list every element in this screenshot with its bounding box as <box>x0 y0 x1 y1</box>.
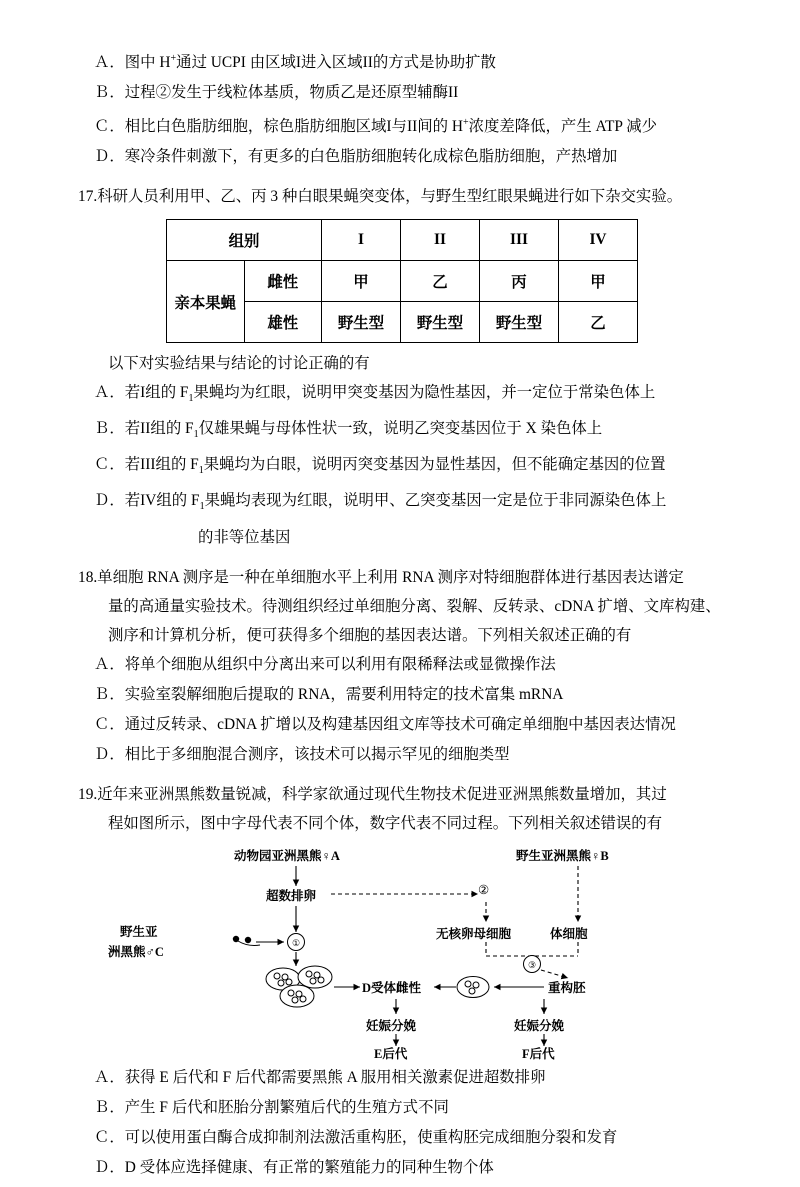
question-17-number: 17. <box>78 188 98 206</box>
table-row-2-label: 雄性 <box>244 302 322 343</box>
option-c: Ｃ．相比白色脂肪细胞，棕色脂肪细胞区域I与II间的 H+浓度差降低，产生 ATP 减少 <box>94 117 657 136</box>
somatic-cell-label: 体细胞 <box>550 926 588 941</box>
question-18-number: 18. <box>78 568 98 586</box>
table-row-2-cell-1: 野生型 <box>322 302 401 343</box>
question-19-stem-text-1: 近年来亚洲黑熊数量锐减，科学家欲通过现代生物技术促进亚洲黑熊数量增加，其过 <box>97 785 667 803</box>
table-row-1-cell-4: 甲 <box>559 261 638 302</box>
table-header-group: 组别 <box>167 220 322 261</box>
question-19-stem-line-2: 程如图所示，图中字母代表不同个体，数字代表不同过程。下列相关叙述错误的有 <box>108 814 663 832</box>
option-c: Ｃ．通过反转录、cDNA 扩增以及构建基因组文库等技术可确定单细胞中基因表达情况 <box>94 715 676 733</box>
wild-bear-c-label-line2: 洲黑熊♂C <box>108 944 164 959</box>
wild-bear-c-label-line1: 野生亚 <box>120 924 158 939</box>
cross-experiment-table-wrapper <box>78 219 726 343</box>
question-17-stem <box>78 182 726 211</box>
option-d: Ｄ．相比于多细胞混合测序，该技术可以揭示罕见的细胞类型 <box>94 745 510 763</box>
table-row-2-cell-3: 野生型 <box>480 302 559 343</box>
option-a: Ａ．将单个细胞从组织中分离出来可以利用有限稀释法或显微操作法 <box>94 655 556 673</box>
question-17-sub-stem: 以下对实验结果与结论的讨论正确的有 <box>108 355 370 373</box>
option-a: Ａ．图中 H+通过 UCPI 由区域I进入区域II的方式是协助扩散 <box>94 53 496 72</box>
question-17-stem-text: 科研人员利用甲、乙、丙 3 种白眼果蝇突变体，与野生型红眼果蝇进行如下杂交实验。 <box>97 188 683 206</box>
option-a: Ａ．若I组的 $F_1$果蝇均为红眼，说明甲突变基因为隐性基因，并一定位于常染色体上 <box>94 384 656 405</box>
option-d: Ｄ．D 受体应选择健康、有正常的繁殖能力的同种生物个体 <box>94 1158 494 1176</box>
table-row-2-cell-4: 乙 <box>559 302 638 343</box>
svg-text:③: ③ <box>527 959 537 970</box>
table-col-4: IV <box>559 220 638 261</box>
question-19-number: 19. <box>78 785 98 803</box>
question-19-stem-line-1 <box>78 780 726 809</box>
superovulation-label: 超数排卵 <box>266 888 317 903</box>
pregnancy-right-label: 妊娠分娩 <box>514 1018 565 1033</box>
table-row-1-cell-2: 乙 <box>401 261 480 302</box>
svg-text:①: ① <box>291 937 301 948</box>
option-a: Ａ．获得 E 后代和 F 后代都需要黑熊 A 服用相关激素促进超数排卵 <box>94 1068 546 1086</box>
table-header-row <box>167 220 638 261</box>
table-row-1-label: 雌性 <box>244 261 322 302</box>
option-b: Ｂ．过程②发生于线粒体基质，物质乙是还原型辅酶II <box>94 84 459 102</box>
table-row-1-cell-3: 丙 <box>480 261 559 302</box>
question-16-options <box>78 44 726 172</box>
option-d: Ｄ．若IV组的 $F_1$果蝇均表现为红眼，说明甲、乙突变基因一定是位于非同源染色体上 <box>94 492 667 513</box>
step-2-label: ② <box>478 882 490 897</box>
cloning-process-diagram <box>78 844 726 1059</box>
question-18-stem-line-3: 测序和计算机分析，便可获得多个细胞的基因表达谱。下列相关叙述正确的有 <box>108 626 632 644</box>
offspring-f-label: F后代 <box>522 1046 555 1061</box>
question-17 <box>78 182 726 552</box>
cross-experiment-table <box>166 219 638 343</box>
table-row-1-cell-1: 甲 <box>322 261 401 302</box>
question-18-stem-line-1 <box>78 563 726 592</box>
table-row-2-cell-2: 野生型 <box>401 302 480 343</box>
question-18-stem-text-1: 单细胞 RNA 测序是一种在单细胞水平上利用 RNA 测序对特细胞群体进行基因表达谱定 <box>97 568 684 586</box>
recipient-label: D受体雌性 <box>362 980 422 995</box>
option-d-cont: 的非等位基因 <box>198 528 291 546</box>
offspring-e-label: E后代 <box>374 1046 408 1061</box>
reconstructed-embryo-label: 重构胚 <box>548 980 586 995</box>
question-18 <box>78 563 726 770</box>
option-b: Ｂ．若II组的 $F_1$仅雄果蝇与母体性状一致，说明乙突变基因位于 X 染色体上 <box>94 420 603 441</box>
table-col-1: I <box>322 220 401 261</box>
zoo-bear-label: 动物园亚洲黑熊♀A <box>234 848 340 863</box>
table-row <box>167 261 638 302</box>
option-b: Ｂ．实验室裂解细胞后提取的 RNA，需要利用特定的技术富集 mRNA <box>94 685 564 703</box>
table-col-3: III <box>480 220 559 261</box>
enucleated-oocyte-label: 无核卵母细胞 <box>436 926 512 941</box>
option-b: Ｂ．产生 F 后代和胚胎分割繁殖后代的生殖方式不同 <box>94 1098 449 1116</box>
question-18-stem-line-2: 量的高通量实验技术。待测组织经过单细胞分离、裂解、反转录、cDNA 扩增、文库构建、 <box>108 597 721 615</box>
table-col-2: II <box>401 220 480 261</box>
option-c: Ｃ．可以使用蛋白酶合成抑制剂法激活重构胚，使重构胚完成细胞分裂和发育 <box>94 1128 618 1146</box>
option-c: Ｃ．若III组的 $F_1$果蝇均为白眼，说明丙突变基因为显性基因，但不能确定基因的位置 <box>94 456 666 477</box>
wild-bear-b-label: 野生亚洲黑熊♀B <box>516 848 609 863</box>
page-content <box>78 44 726 1183</box>
table-row-group-label: 亲本果蝇 <box>167 261 245 343</box>
option-d: Ｄ．寒冷条件刺激下，有更多的白色脂肪细胞转化成棕色脂肪细胞，产热增加 <box>94 148 618 166</box>
pregnancy-left-label: 妊娠分娩 <box>366 1018 417 1033</box>
question-19 <box>78 780 726 1183</box>
